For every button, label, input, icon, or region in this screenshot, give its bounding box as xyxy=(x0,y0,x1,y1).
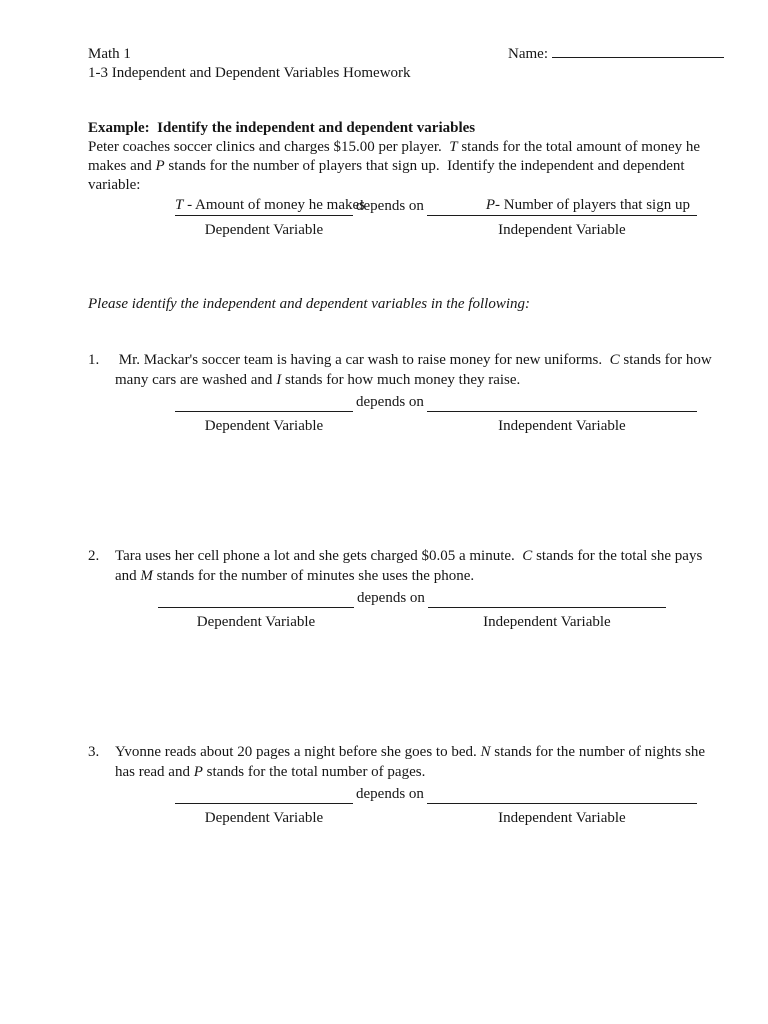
dependent-variable-label: Dependent Variable xyxy=(196,614,316,630)
question-3-answer-row xyxy=(175,785,724,828)
question-3-text: Yvonne reads about 20 pages a night before she goes to bed. N stands for the number of nights she has read and P stands for the total number of pages. xyxy=(115,744,709,780)
independent-variable-label: Independent Variable xyxy=(483,614,611,630)
question-3 xyxy=(88,742,724,782)
example-independent-column xyxy=(427,196,697,240)
worksheet-title: 1-3 Independent and Dependent Variables Homework xyxy=(88,65,411,81)
question-1-dependent-column xyxy=(175,411,353,436)
header-top-row xyxy=(88,44,724,64)
example-dependent-column xyxy=(175,196,365,240)
question-2-number: 2. xyxy=(88,548,100,564)
instruction-text: Please identify the independent and dependent variables in the following: xyxy=(88,296,530,312)
example-heading: Example: Identify the independent and dependent variables xyxy=(88,120,476,136)
dependent-variable-label: Dependent Variable xyxy=(204,810,324,826)
example-answer-row xyxy=(175,196,724,240)
question-2-answer-row xyxy=(158,589,724,632)
name-label: Name: xyxy=(508,46,548,62)
depends-on-text: depends on xyxy=(356,198,424,214)
independent-variable-label: Independent Variable xyxy=(498,222,626,238)
question-2-text: Tara uses her cell phone a lot and she gets charged $0.05 a minute. C stands for the total she pays and M stands for the number of minutes she uses the phone. xyxy=(115,548,707,584)
depends-on-column xyxy=(354,589,428,632)
question-2-independent-column xyxy=(428,607,666,632)
question-3-number: 3. xyxy=(88,744,100,760)
depends-on-text: depends on xyxy=(357,590,425,606)
example-independent-answer: P- Number of players that sign up xyxy=(485,197,690,213)
question-1-independent-column xyxy=(427,411,697,436)
question-2-dependent-column xyxy=(158,607,354,632)
name-field xyxy=(508,44,724,64)
question-3-dependent-column xyxy=(175,803,353,828)
question-1 xyxy=(88,350,724,390)
name-blank-line xyxy=(552,44,724,58)
depends-on-column xyxy=(353,393,427,436)
question-2 xyxy=(88,546,724,586)
question-1-answer-row xyxy=(175,393,724,436)
independent-variable-label: Independent Variable xyxy=(498,418,626,434)
question-3-independent-column xyxy=(427,803,697,828)
question-1-text: Mr. Mackar's soccer team is having a car wash to raise money for new uniforms. C stands for how many cars are washed and I stands for how much money they raise. xyxy=(115,352,716,388)
depends-on-text: depends on xyxy=(356,394,424,410)
example-dependent-answer: T - Amount of money he makes xyxy=(175,197,365,213)
header xyxy=(88,44,724,83)
dependent-variable-label: Dependent Variable xyxy=(204,418,324,434)
example-body-text: Peter coaches soccer clinics and charges $15.00 per player. T stands for the total amount of money he makes and P stands for the number of players that sign up. Identify the independent and dependent variable: xyxy=(88,139,704,193)
course-label: Math 1 xyxy=(88,46,131,62)
independent-variable-label: Independent Variable xyxy=(498,810,626,826)
depends-on-column xyxy=(353,197,427,240)
depends-on-column xyxy=(353,785,427,828)
depends-on-text: depends on xyxy=(356,786,424,802)
dependent-variable-label: Dependent Variable xyxy=(204,222,324,238)
question-1-number: 1. xyxy=(88,352,100,368)
